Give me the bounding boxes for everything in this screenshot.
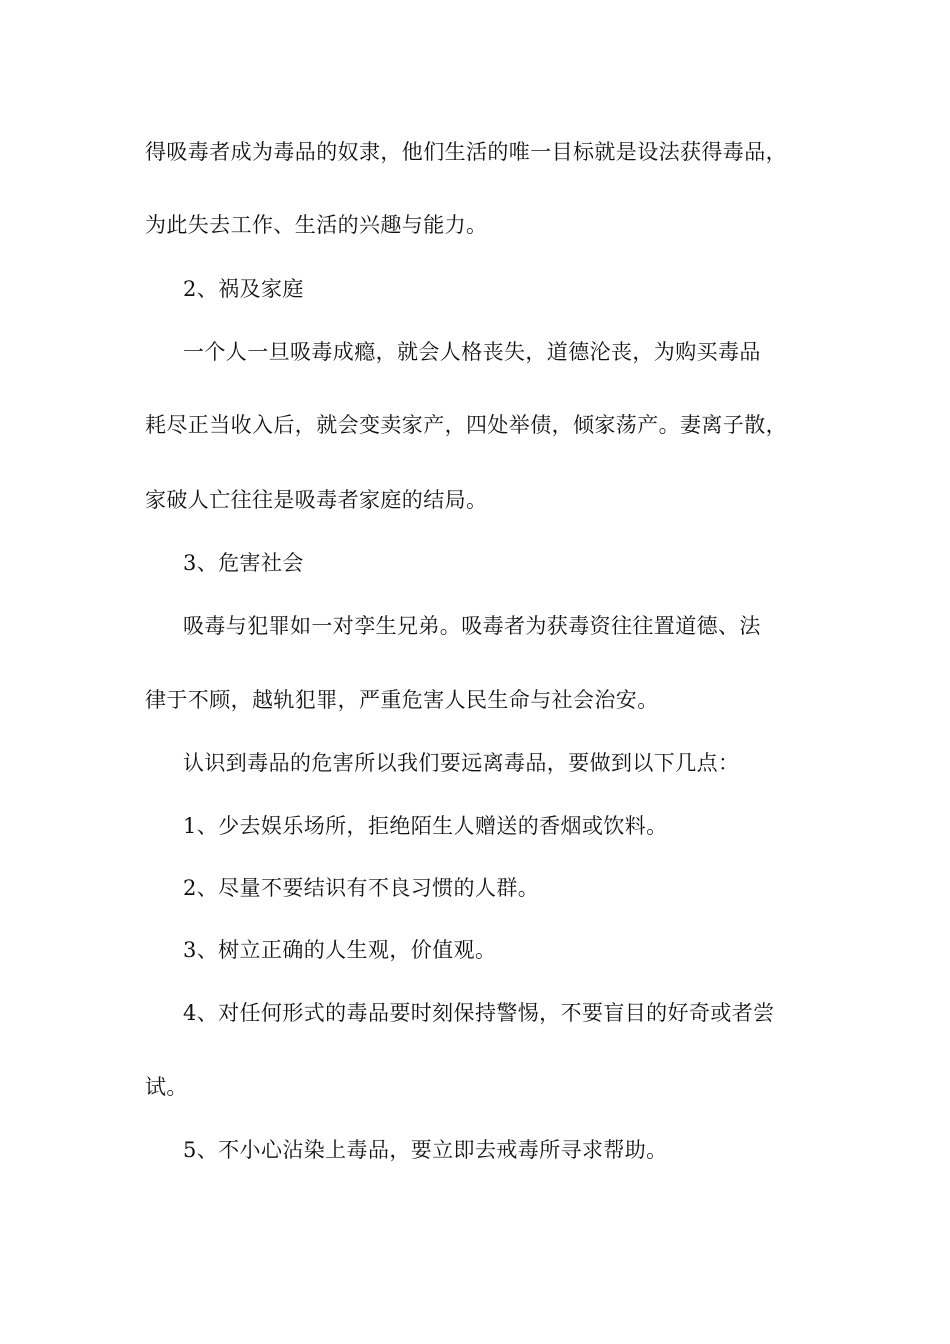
list-item: 3、树立正确的人生观，价值观。 xyxy=(183,938,497,962)
list-item: 2、尽量不要结识有不良习惯的人群。 xyxy=(183,876,540,900)
paragraph-line: 耗尽正当收入后，就会变卖家产，四处举债，倾家荡产。妻离子散， xyxy=(145,413,787,437)
paragraph-line: 认识到毒品的危害所以我们要远离毒品，要做到以下几点： xyxy=(183,751,740,775)
list-item: 4、对任何形式的毒品要时刻保持警惕，不要盲目的好奇或者尝 xyxy=(183,1001,775,1025)
paragraph-line: 律于不顾，越轨犯罪，严重危害人民生命与社会治安。 xyxy=(145,688,659,712)
list-item: 1、少去娱乐场所，拒绝陌生人赠送的香烟或饮料。 xyxy=(183,814,668,838)
section-heading: 3、危害社会 xyxy=(183,551,304,575)
paragraph-line: 家破人亡往往是吸毒者家庭的结局。 xyxy=(145,488,488,512)
section-heading: 2、祸及家庭 xyxy=(183,277,304,301)
paragraph-line: 为此失去工作、生活的兴趣与能力。 xyxy=(145,213,488,237)
list-item-continuation: 试。 xyxy=(145,1075,188,1099)
list-item: 5、不小心沾染上毒品，要立即去戒毒所寻求帮助。 xyxy=(183,1138,668,1162)
paragraph-line: 得吸毒者成为毒品的奴隶，他们生活的唯一目标就是设法获得毒品， xyxy=(145,140,787,164)
paragraph-line: 吸毒与犯罪如一对孪生兄弟。吸毒者为获毒资往往置道德、法 xyxy=(183,614,761,638)
paragraph-line: 一个人一旦吸毒成瘾，就会人格丧失，道德沦丧，为购买毒品 xyxy=(183,340,761,364)
